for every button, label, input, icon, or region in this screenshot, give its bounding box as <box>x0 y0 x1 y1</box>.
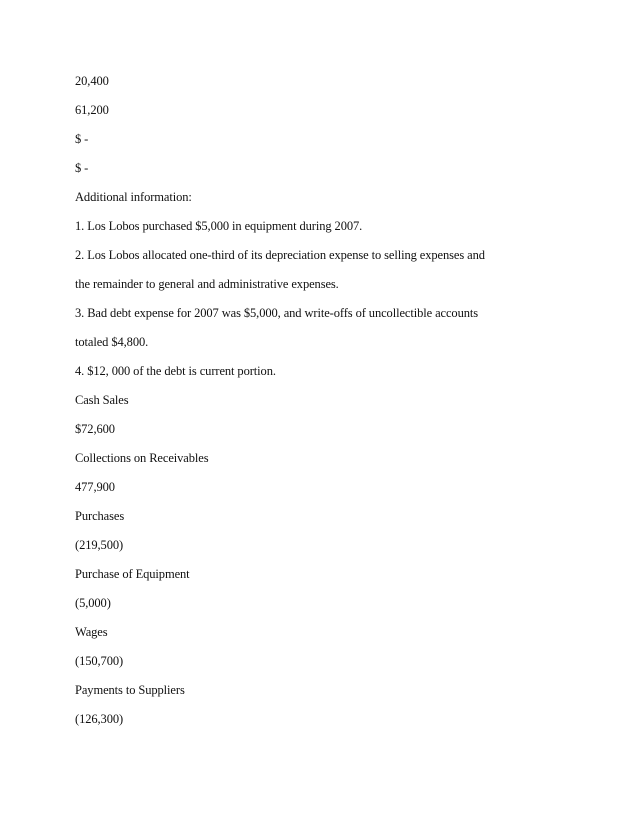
text-line: (126,300) <box>75 712 124 726</box>
text-line: totaled $4,800. <box>75 335 149 349</box>
text-line: 477,900 <box>75 480 115 494</box>
text-line: the remainder to general and administrative expenses. <box>75 277 339 291</box>
text-line: $72,600 <box>75 422 115 436</box>
text-line: 3. Bad debt expense for 2007 was $5,000, and write-offs of uncollectible accounts <box>75 306 479 320</box>
text-line: $ - <box>75 132 89 146</box>
text-line: 20,400 <box>75 74 109 88</box>
text-line: 1. Los Lobos purchased $5,000 in equipment during 2007. <box>75 219 363 233</box>
text-line: 2. Los Lobos allocated one-third of its depreciation expense to selling expenses and <box>75 248 485 262</box>
text-line: Payments to Suppliers <box>75 683 185 697</box>
text-line: 4. $12, 000 of the debt is current portion. <box>75 364 276 378</box>
text-line: Collections on Receivables <box>75 451 209 465</box>
text-line: Purchase of Equipment <box>75 567 190 581</box>
text-line: Wages <box>75 625 108 639</box>
text-line: (150,700) <box>75 654 124 668</box>
text-line: Cash Sales <box>75 393 129 407</box>
text-line: Purchases <box>75 509 125 523</box>
text-line: (219,500) <box>75 538 124 552</box>
text-line: Additional information: <box>75 190 192 204</box>
text-line: (5,000) <box>75 596 111 610</box>
document-body <box>75 73 575 740</box>
text-line: $ - <box>75 161 89 175</box>
text-line: 61,200 <box>75 103 109 117</box>
